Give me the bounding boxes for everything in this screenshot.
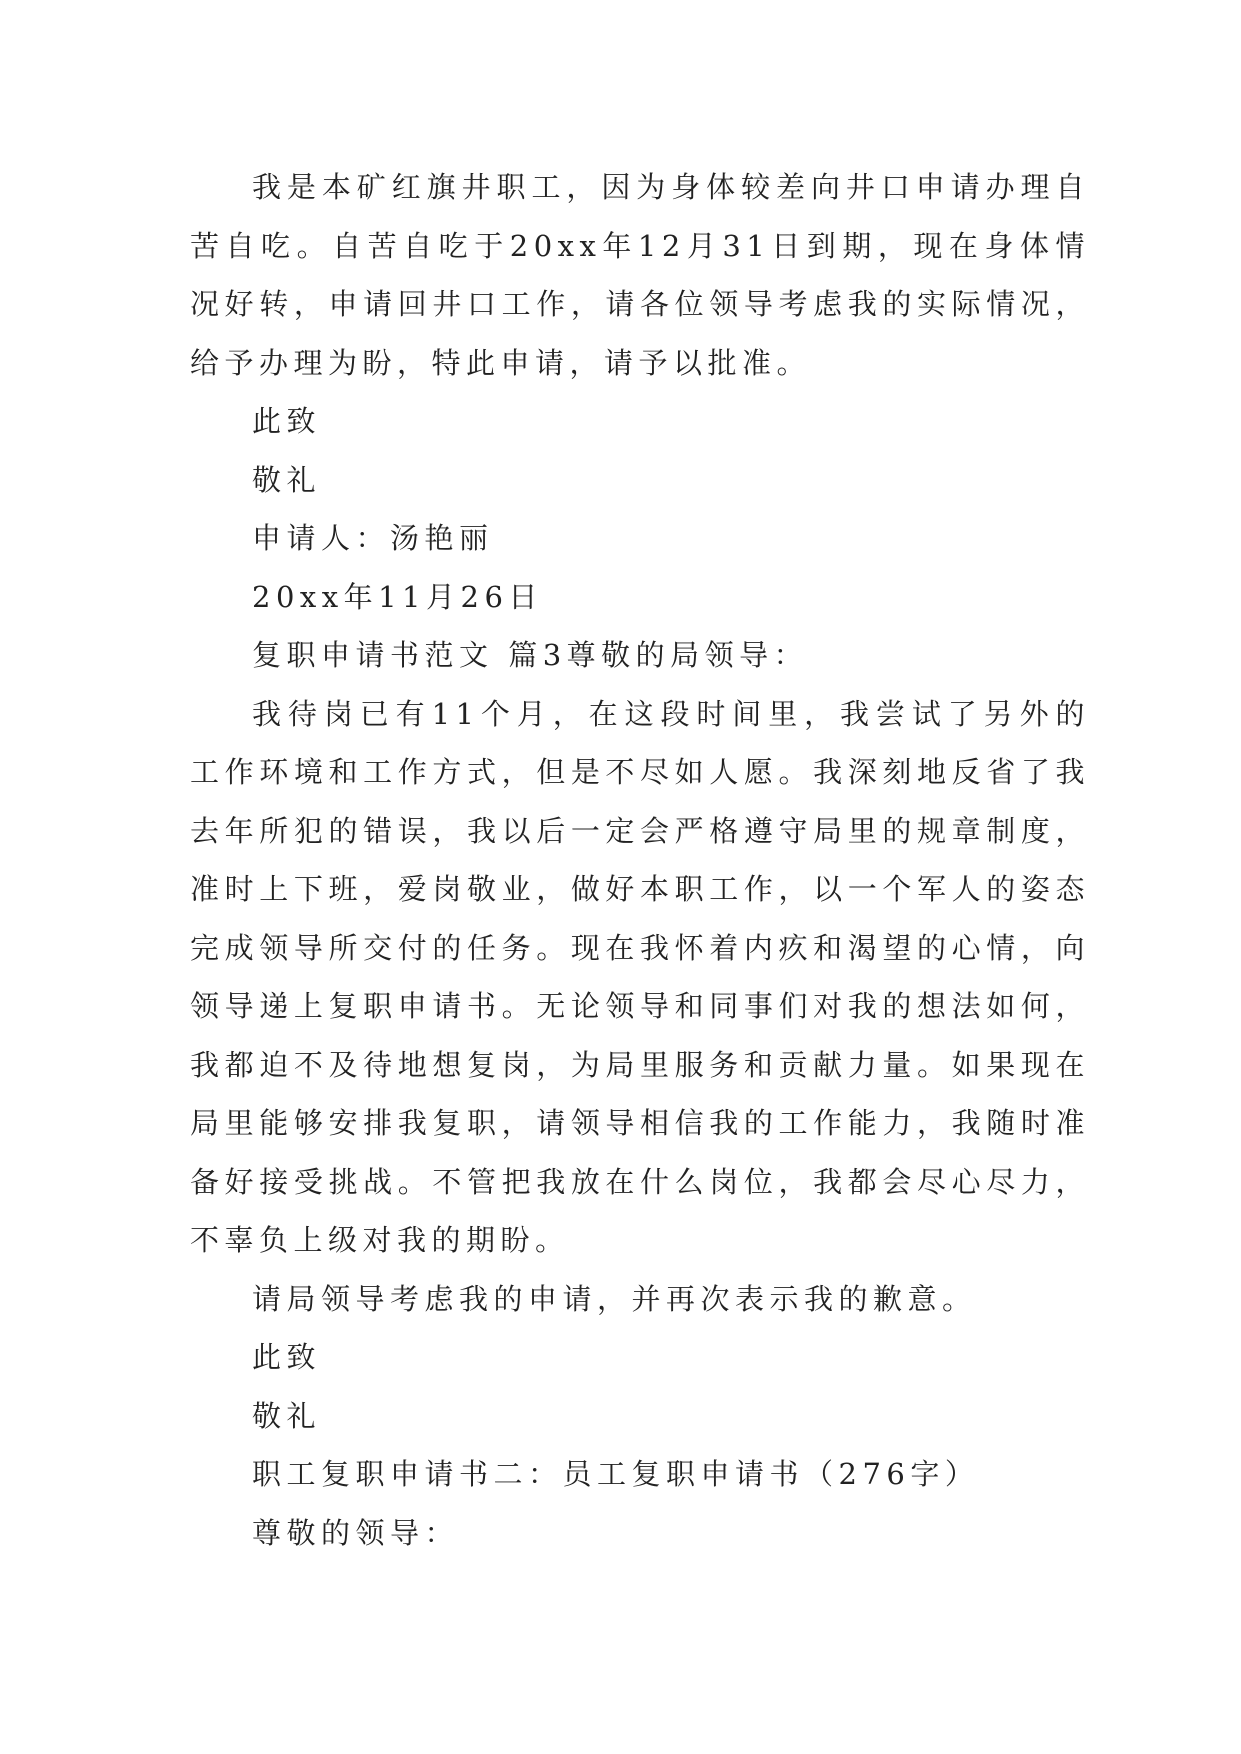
closing-regards: 敬礼 (252, 1398, 322, 1433)
section-heading: 职工复职申请书二：员工复职申请书（276字） (252, 1457, 980, 1491)
applicant-signature: 申请人：汤艳丽 (252, 521, 494, 555)
greeting: 尊敬的领导： (252, 1515, 460, 1550)
closing-salutation: 此致 (252, 1340, 322, 1374)
body-paragraph: 我待岗已有11个月，在这段时间里，我尝试了另外的工作环境和工作方式，但是不尽如人愿。我深刻地反省了我去年所犯的错误，我以后一定会严格遵守局里的规章制度，准时上下班，爱岗敬业，做好本职工作，以一个军人的姿态完成领导所交付的任务。现在我怀着内疚和渴望的心情，向领导递上复职申请书。无论领导和同事们对我的想法如何，我都迫不及待地想复岗，为局里服务和贡献力量。如果现在局里能够安排我复职，请领导相信我的工作能力，我随时准备好接受挑战。不管把我放在什么岗位，我都会尽心尽力，不辜负上级对我的期盼。 (190, 696, 1090, 1257)
application-date: 20xx年11月26日 (252, 579, 543, 614)
body-paragraph: 我是本矿红旗井职工，因为身体较差向井口申请办理自苦自吃。自苦自吃于20xx年12月31日到期，现在身体情况好转，申请回井口工作，请各位领导考虑我的实际情况，给予办理为盼，特此申请，请予以批准。 (190, 170, 1090, 380)
section-heading: 复职申请书范文 篇3尊敬的局领导： (252, 638, 809, 672)
closing-regards: 敬礼 (252, 462, 322, 497)
document-body (190, 158, 1090, 1562)
closing-salutation: 此致 (252, 404, 322, 438)
body-paragraph: 请局领导考虑我的申请，并再次表示我的歉意。 (252, 1281, 977, 1316)
